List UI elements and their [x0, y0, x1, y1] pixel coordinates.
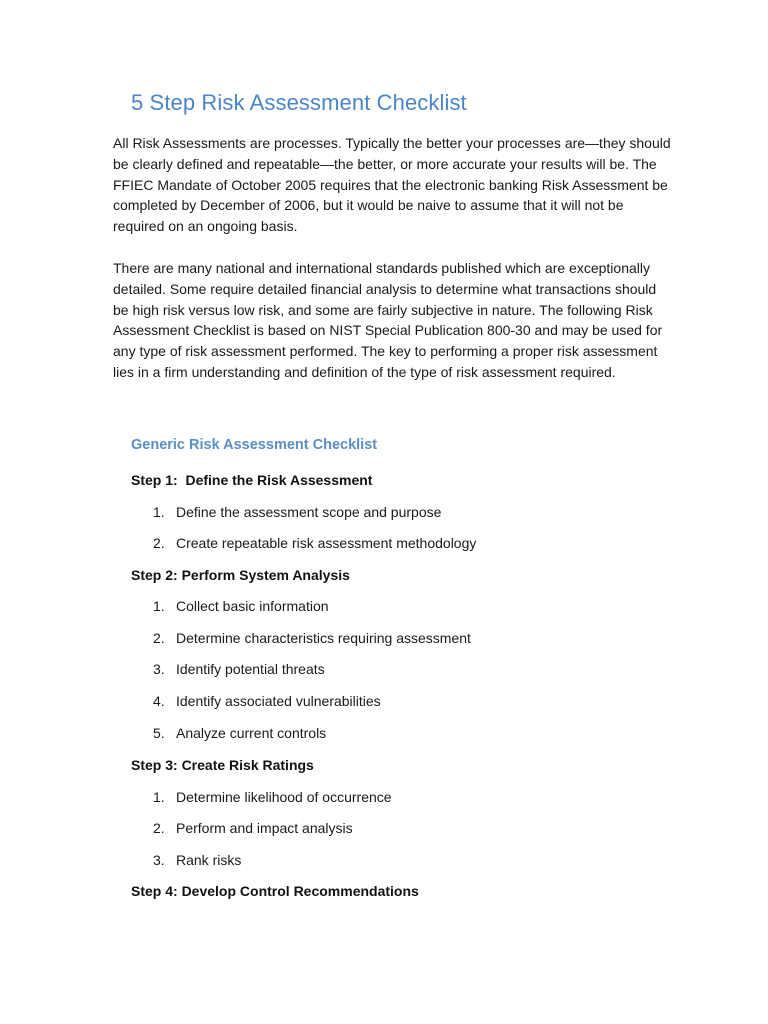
list-item-text: Collect basic information — [176, 598, 329, 614]
list-number: 2. — [153, 535, 165, 551]
step-heading: Step 1: Define the Risk Assessment — [131, 472, 373, 488]
list-number: 3. — [153, 852, 165, 868]
list-number: 2. — [153, 820, 165, 836]
list-number: 1. — [153, 598, 165, 614]
list-number: 5. — [153, 725, 165, 741]
list-number: 1. — [153, 504, 165, 520]
list-item — [153, 725, 326, 741]
step-heading: Step 4: Develop Control Recommendations — [131, 883, 419, 899]
list-item-text: Define the assessment scope and purpose — [176, 504, 442, 520]
list-item-text: Analyze current controls — [176, 725, 327, 741]
page-title: 5 Step Risk Assessment Checklist — [131, 90, 467, 115]
standards-paragraph: There are many national and international standards published which are exceptionally detailed. Some require detailed financial analysis to determine what transactions should be high risk versus low risk, and some are fairly subjective in nature. The following Risk Assessment Checklist is based on NIST Special Publication 800-30 and may be used for any type of risk assessment performed. The key to performing a proper risk assessment lies in a firm understanding and definition of the type of risk assessment required. — [113, 260, 663, 380]
list-number: 4. — [153, 693, 165, 709]
list-number: 3. — [153, 661, 165, 677]
list-item — [153, 789, 392, 805]
list-item — [153, 535, 476, 551]
list-item-text: Determine likelihood of occurrence — [176, 789, 392, 805]
step-heading: Step 2: Perform System Analysis — [131, 567, 350, 583]
list-item — [153, 630, 471, 646]
step-heading: Step 3: Create Risk Ratings — [131, 757, 314, 773]
intro-paragraph: All Risk Assessments are processes. Typically the better your processes are—they should be clearly defined and repeatable—the better, or more accurate your results will be. The FFIEC Mandate of October 2005 requires that the electronic banking Risk Assessment be completed by December of 2006, but it would be naive to assume that it will not be required on an ongoing basis. — [113, 135, 671, 235]
list-item — [153, 504, 441, 520]
checklist-heading: Generic Risk Assessment Checklist — [131, 437, 378, 453]
list-item — [153, 852, 241, 868]
list-item-text: Perform and impact analysis — [176, 820, 353, 836]
list-number: 1. — [153, 789, 165, 805]
list-item — [153, 693, 381, 709]
list-item — [153, 820, 353, 836]
list-item-text: Identify associated vulnerabilities — [176, 693, 381, 709]
list-number: 2. — [153, 630, 165, 646]
list-item — [153, 598, 329, 614]
list-item-text: Rank risks — [176, 852, 242, 868]
list-item-text: Identify potential threats — [176, 661, 325, 677]
list-item-text: Create repeatable risk assessment methodology — [176, 535, 477, 551]
list-item — [153, 661, 325, 677]
list-item-text: Determine characteristics requiring assessment — [176, 630, 471, 646]
